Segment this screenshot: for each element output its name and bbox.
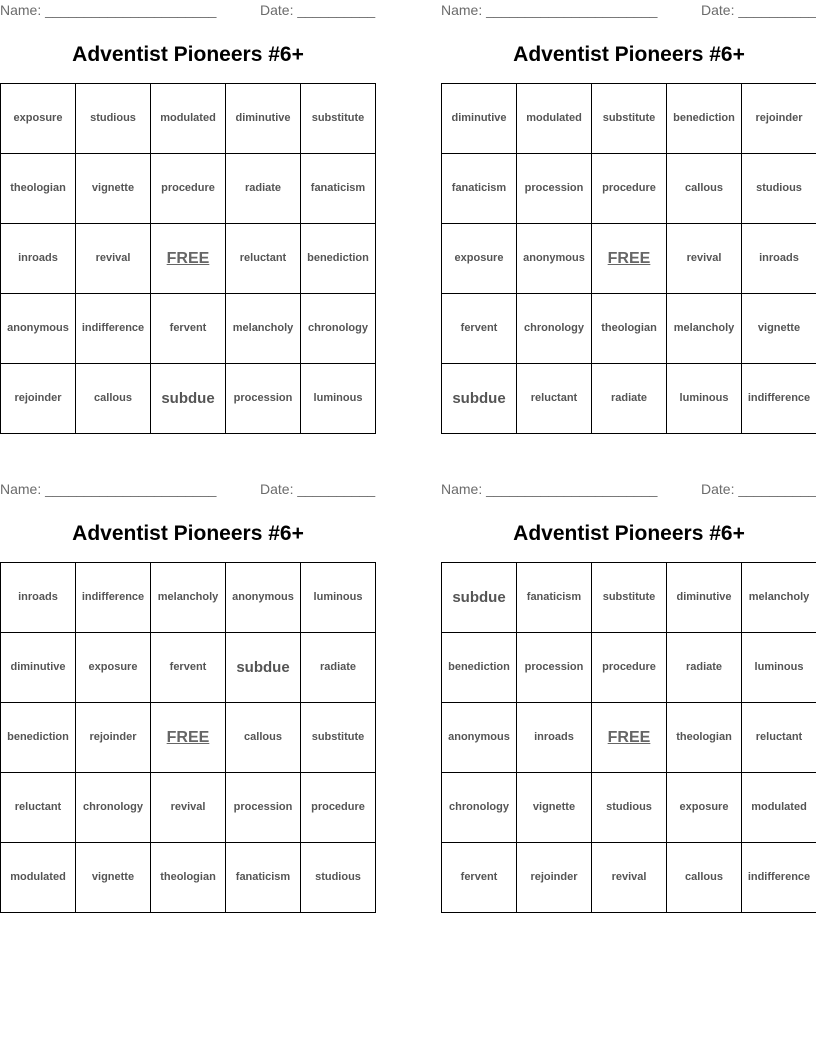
bingo-cell: callous [667, 154, 742, 224]
date-field-label: Date: __________ [701, 481, 816, 497]
card-title: Adventist Pioneers #6+ [72, 43, 304, 66]
name-date-row [441, 481, 816, 499]
bingo-cell: procession [517, 154, 592, 224]
bingo-cell: rejoinder [742, 84, 816, 154]
bingo-cell: revival [76, 224, 151, 294]
bingo-cell: procession [517, 633, 592, 703]
bingo-cell: anonymous [1, 294, 76, 364]
bingo-cell: callous [76, 364, 151, 434]
name-date-row [441, 2, 816, 20]
bingo-cell: benediction [667, 84, 742, 154]
bingo-cell: inroads [1, 563, 76, 633]
bingo-cell: studious [301, 843, 376, 913]
bingo-cell: melancholy [667, 294, 742, 364]
bingo-grid [441, 83, 816, 434]
bingo-cell: revival [151, 773, 226, 843]
bingo-cell: reluctant [226, 224, 301, 294]
bingo-cell: substitute [592, 84, 667, 154]
bingo-cell: benediction [301, 224, 376, 294]
free-space-cell: FREE [151, 703, 226, 773]
bingo-cell: procession [226, 364, 301, 434]
free-space-cell: FREE [592, 224, 667, 294]
bingo-cell: modulated [517, 84, 592, 154]
bingo-cell: anonymous [226, 563, 301, 633]
bingo-cell: radiate [667, 633, 742, 703]
bingo-cell: rejoinder [1, 364, 76, 434]
bingo-cell: subdue [226, 633, 301, 703]
name-field-label: Name: ______________________ [0, 2, 217, 18]
bingo-grid [441, 562, 816, 913]
bingo-cell: inroads [742, 224, 816, 294]
bingo-cell: indifference [76, 563, 151, 633]
bingo-cell: modulated [1, 843, 76, 913]
name-field-label: Name: ______________________ [441, 481, 658, 497]
bingo-cell: theologian [151, 843, 226, 913]
bingo-cell: melancholy [226, 294, 301, 364]
bingo-cell: vignette [76, 843, 151, 913]
bingo-cell: rejoinder [517, 843, 592, 913]
bingo-grid [0, 83, 376, 434]
bingo-cell: indifference [76, 294, 151, 364]
bingo-cell: exposure [76, 633, 151, 703]
bingo-cell: studious [592, 773, 667, 843]
bingo-cell: callous [667, 843, 742, 913]
bingo-cell: luminous [667, 364, 742, 434]
bingo-cell: procedure [301, 773, 376, 843]
bingo-cell: reluctant [742, 703, 816, 773]
bingo-cell: procedure [151, 154, 226, 224]
bingo-cell: diminutive [1, 633, 76, 703]
bingo-cell: procedure [592, 633, 667, 703]
bingo-grid [0, 562, 376, 913]
bingo-cell: exposure [442, 224, 517, 294]
bingo-cell: diminutive [226, 84, 301, 154]
bingo-cell: fanaticism [517, 563, 592, 633]
bingo-cell: diminutive [667, 563, 742, 633]
bingo-cell: benediction [442, 633, 517, 703]
bingo-cell: fanaticism [442, 154, 517, 224]
bingo-cell: exposure [1, 84, 76, 154]
bingo-cell: subdue [151, 364, 226, 434]
bingo-cell: fervent [151, 294, 226, 364]
bingo-cell: indifference [742, 843, 816, 913]
bingo-cell: melancholy [151, 563, 226, 633]
bingo-cell: modulated [151, 84, 226, 154]
bingo-cell: chronology [301, 294, 376, 364]
date-field-label: Date: __________ [260, 2, 376, 18]
bingo-cell: reluctant [1, 773, 76, 843]
bingo-cell: fanaticism [226, 843, 301, 913]
bingo-cell: theologian [592, 294, 667, 364]
name-field-label: Name: ______________________ [441, 2, 658, 18]
card-title: Adventist Pioneers #6+ [513, 522, 745, 545]
free-space-cell: FREE [592, 703, 667, 773]
name-field-label: Name: ______________________ [0, 481, 217, 497]
bingo-cell: revival [667, 224, 742, 294]
card-title: Adventist Pioneers #6+ [513, 43, 745, 66]
bingo-cell: anonymous [517, 224, 592, 294]
bingo-cell: substitute [592, 563, 667, 633]
bingo-cell: procedure [592, 154, 667, 224]
free-space-cell: FREE [151, 224, 226, 294]
name-date-row [0, 2, 376, 20]
bingo-cell: inroads [1, 224, 76, 294]
date-field-label: Date: __________ [701, 2, 816, 18]
bingo-cell: vignette [76, 154, 151, 224]
bingo-cell: callous [226, 703, 301, 773]
date-field-label: Date: __________ [260, 481, 376, 497]
bingo-cell: fervent [151, 633, 226, 703]
bingo-cell: chronology [517, 294, 592, 364]
bingo-cell: inroads [517, 703, 592, 773]
bingo-cell: exposure [667, 773, 742, 843]
bingo-cell: reluctant [517, 364, 592, 434]
bingo-cell: modulated [742, 773, 816, 843]
bingo-cell: vignette [742, 294, 816, 364]
bingo-cell: luminous [301, 364, 376, 434]
bingo-cell: revival [592, 843, 667, 913]
bingo-cell: fervent [442, 843, 517, 913]
bingo-cell: radiate [301, 633, 376, 703]
bingo-cell: melancholy [742, 563, 816, 633]
bingo-cell: luminous [301, 563, 376, 633]
bingo-cell: procession [226, 773, 301, 843]
card-title: Adventist Pioneers #6+ [72, 522, 304, 545]
bingo-cell: radiate [592, 364, 667, 434]
bingo-cell: subdue [442, 563, 517, 633]
bingo-cell: benediction [1, 703, 76, 773]
bingo-cell: theologian [1, 154, 76, 224]
bingo-cell: radiate [226, 154, 301, 224]
name-date-row [0, 481, 376, 499]
bingo-cell: theologian [667, 703, 742, 773]
bingo-cell: substitute [301, 703, 376, 773]
bingo-cell: fervent [442, 294, 517, 364]
bingo-cell: studious [742, 154, 816, 224]
bingo-cell: rejoinder [76, 703, 151, 773]
bingo-cell: studious [76, 84, 151, 154]
bingo-cell: vignette [517, 773, 592, 843]
bingo-cell: substitute [301, 84, 376, 154]
bingo-cell: chronology [442, 773, 517, 843]
bingo-cell: fanaticism [301, 154, 376, 224]
bingo-cell: subdue [442, 364, 517, 434]
bingo-cell: diminutive [442, 84, 517, 154]
bingo-cell: chronology [76, 773, 151, 843]
bingo-cell: anonymous [442, 703, 517, 773]
bingo-cell: luminous [742, 633, 816, 703]
bingo-cell: indifference [742, 364, 816, 434]
